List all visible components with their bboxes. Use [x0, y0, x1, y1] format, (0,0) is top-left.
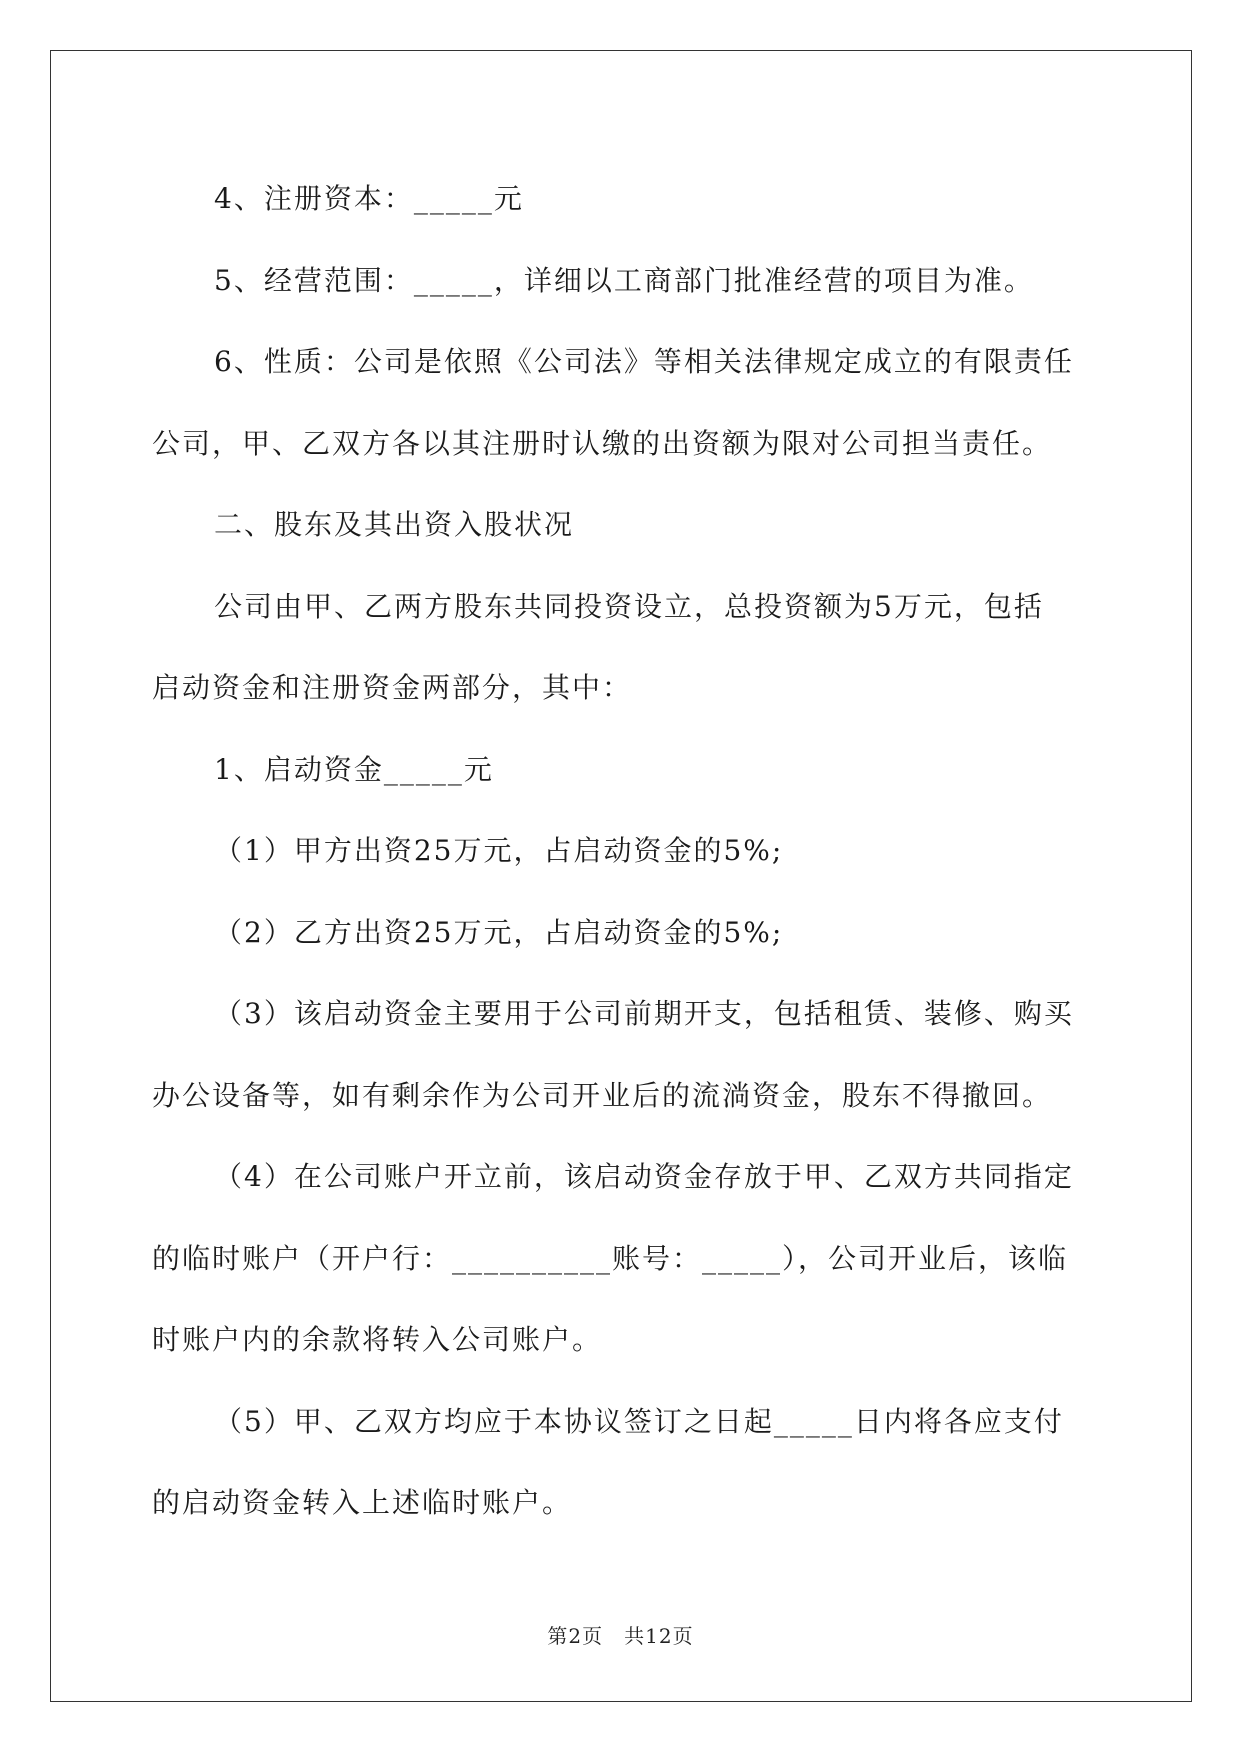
- paragraph-line: 4、注册资本：_____元: [214, 182, 524, 215]
- paragraph-line: （2）乙方出资25万元，占启动资金的5%;: [214, 915, 784, 949]
- paragraph-line: 6、性质：公司是依照《公司法》等相关法律规定成立的有限责任: [214, 345, 1074, 378]
- paragraph-line: 公司，甲、乙双方各以其注册时认缴的出资额为限对公司担当责任。: [152, 426, 1053, 460]
- paragraph-line: 1、启动资金_____元: [214, 752, 494, 786]
- paragraph-line: （4）在公司账户开立前，该启动资金存放于甲、乙双方共同指定: [214, 1160, 1074, 1193]
- paragraph-line: （5）甲、乙双方均应于本协议签订之日起_____日内将各应支付: [214, 1404, 1064, 1438]
- paragraph-line: 5、经营范围：_____，详细以工商部门批准经营的项目为准。: [214, 263, 1034, 297]
- paragraph-line: 的启动资金转入上述临时账户。: [152, 1486, 573, 1519]
- paragraph-line: （3）该启动资金主要用于公司前期开支，包括租赁、装修、购买: [214, 997, 1074, 1030]
- paragraph-line: 启动资金和注册资金两部分，其中：: [152, 671, 633, 704]
- paragraph-line: 公司由甲、乙两方股东共同投资设立，总投资额为5万元，包括: [214, 589, 1044, 623]
- paragraph-line: 的临时账户（开户行：__________账号：_____），公司开业后，该临: [152, 1241, 1069, 1275]
- paragraph-line: （1）甲方出资25万元，占启动资金的5%;: [214, 834, 784, 867]
- section-heading: 二、股东及其出资入股状况: [214, 508, 575, 541]
- page-number-footer: 第2页 共12页: [547, 1624, 694, 1648]
- paragraph-line: 办公设备等，如有剩余作为公司开业后的流淌资金，股东不得撤回。: [152, 1078, 1053, 1112]
- paragraph-line: 时账户内的余款将转入公司账户。: [152, 1323, 603, 1356]
- document-body: [152, 158, 1092, 1544]
